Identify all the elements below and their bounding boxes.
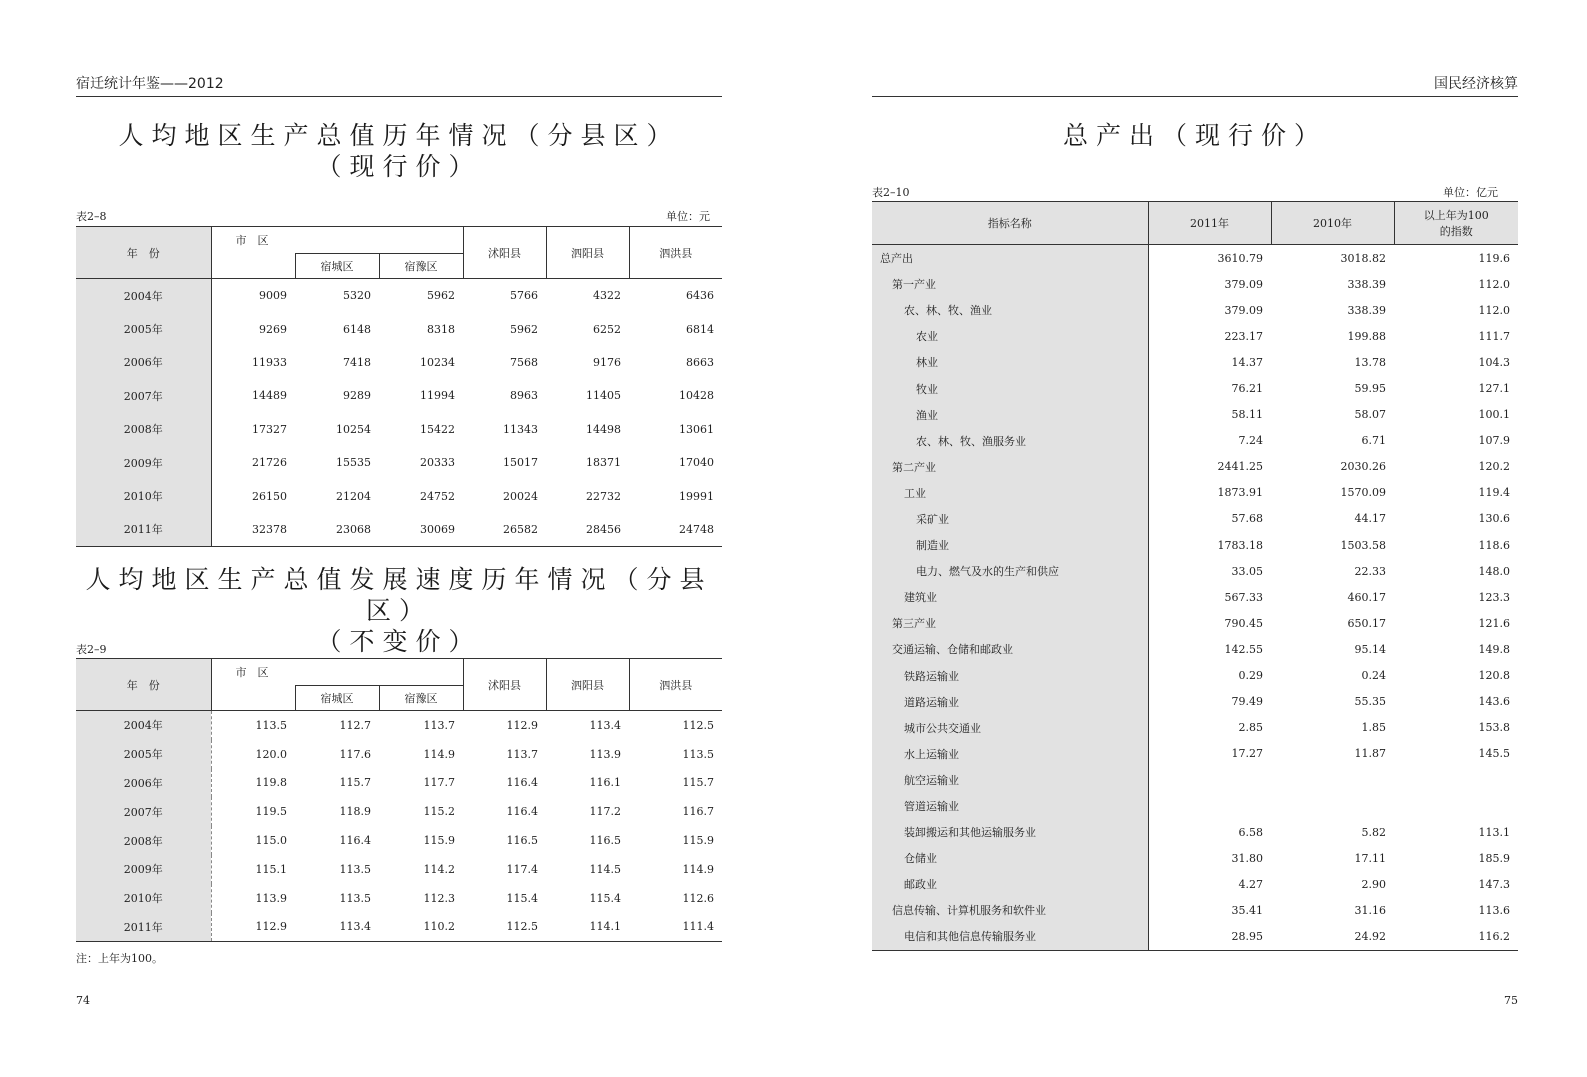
table-row: 2006年 119.8 115.7 117.7 116.4 116.1 115.7 — [76, 769, 722, 798]
header-2010: 2010年 — [1271, 202, 1394, 245]
table-row: 管道运输业 — [872, 793, 1518, 819]
running-head — [872, 76, 1518, 97]
table8-title — [76, 120, 722, 182]
table8-title-line2: （现行价） — [316, 152, 482, 181]
page-number: 75 — [1504, 994, 1518, 1007]
table-row: 建筑业 567.33 460.17 123.3 — [872, 584, 1518, 610]
table9-title-line1: 人均地区生产总值发展速度历年情况（分县区） — [85, 565, 713, 625]
table-row: 牧业 76.21 59.95 127.1 — [872, 375, 1518, 401]
table-row: 电信和其他信息传输服务业 28.95 24.92 116.2 — [872, 923, 1518, 950]
table10-meta — [872, 184, 1518, 198]
table-row: 2007年 14489 9289 11994 8963 11405 10428 — [76, 379, 722, 412]
table-row: 林业 14.37 13.78 104.3 — [872, 349, 1518, 375]
header-sihong: 泗洪县 — [629, 227, 722, 279]
table-row: 2011年 32378 23068 30069 26582 28456 24748 — [76, 513, 722, 547]
table-row: 2008年 17327 10254 15422 11343 14498 13061 — [76, 413, 722, 446]
table-row: 采矿业 57.68 44.17 130.6 — [872, 506, 1518, 532]
table-row: 渔业 58.11 58.07 100.1 — [872, 402, 1518, 428]
table-row: 2009年 115.1 113.5 114.2 117.4 114.5 114.9 — [76, 855, 722, 884]
table10 — [872, 201, 1518, 951]
header-suyu: 宿豫区 — [379, 686, 463, 711]
header-name: 指标名称 — [872, 202, 1148, 245]
table10-code: 表2–10 — [872, 186, 910, 199]
table-row: 2010年 113.9 113.5 112.3 115.4 115.4 112.6 — [76, 884, 722, 913]
table8-meta — [76, 208, 722, 222]
table-row: 仓储业 31.80 17.11 185.9 — [872, 845, 1518, 871]
header-suyu: 宿豫区 — [379, 254, 463, 279]
table-row: 农业 223.17 199.88 111.7 — [872, 323, 1518, 349]
table-row: 信息传输、计算机服务和软件业 35.41 31.16 113.6 — [872, 897, 1518, 923]
left-page — [76, 0, 722, 1077]
table9-meta — [76, 641, 722, 655]
table-row: 邮政业 4.27 2.90 147.3 — [872, 871, 1518, 897]
header-sucheng: 宿城区 — [295, 686, 379, 711]
header-shuyang: 沭阳县 — [463, 227, 546, 279]
table-row: 总产出 3610.79 3018.82 119.6 — [872, 245, 1518, 272]
table-row: 交通运输、仓储和邮政业 142.55 95.14 149.8 — [872, 636, 1518, 662]
table-row: 2005年 120.0 117.6 114.9 113.7 113.9 113.5 — [76, 740, 722, 769]
table-row: 2008年 115.0 116.4 115.9 116.5 116.5 115.9 — [76, 826, 722, 855]
header-shuyang: 沭阳县 — [463, 659, 546, 711]
table-row: 农、林、牧、渔业 379.09 338.39 112.0 — [872, 297, 1518, 323]
header-2011: 2011年 — [1148, 202, 1271, 245]
table8-title-line1: 人均地区生产总值历年情况（分县区） — [118, 121, 680, 150]
table-row: 2005年 9269 6148 8318 5962 6252 6814 — [76, 312, 722, 345]
table-row: 第三产业 790.45 650.17 121.6 — [872, 610, 1518, 636]
table-row: 2004年 113.5 112.7 113.7 112.9 113.4 112.5 — [76, 711, 722, 740]
table9-note: 注：上年为100。 — [76, 952, 163, 965]
table-row: 2007年 119.5 118.9 115.2 116.4 117.2 116.7 — [76, 797, 722, 826]
table-row: 2010年 26150 21204 24752 20024 22732 19991 — [76, 479, 722, 512]
table-row: 城市公共交通业 2.85 1.85 153.8 — [872, 715, 1518, 741]
table-row: 水上运输业 17.27 11.87 145.5 — [872, 741, 1518, 767]
table-row: 制造业 1783.18 1503.58 118.6 — [872, 532, 1518, 558]
header-year: 年 份 — [76, 659, 211, 711]
table-row: 道路运输业 79.49 55.35 143.6 — [872, 689, 1518, 715]
table10-unit: 单位：亿元 — [1443, 186, 1498, 199]
table-row: 2011年 112.9 113.4 110.2 112.5 114.1 111.4 — [76, 913, 722, 942]
header-siyang: 泗阳县 — [546, 227, 629, 279]
table9-code: 表2–9 — [76, 643, 107, 656]
table-row: 航空运输业 — [872, 767, 1518, 793]
right-page — [872, 0, 1518, 1077]
table8-code: 表2–8 — [76, 210, 107, 223]
table-row: 2004年 9009 5320 5962 5766 4322 6436 — [76, 279, 722, 313]
table8 — [76, 226, 722, 547]
header-index: 以上年为100 的指数 — [1394, 202, 1518, 245]
table9 — [76, 658, 722, 942]
page-number: 74 — [76, 994, 90, 1007]
table-row: 电力、燃气及水的生产和供应 33.05 22.33 148.0 — [872, 558, 1518, 584]
header-city: 市 区 — [211, 659, 463, 686]
header-sucheng: 宿城区 — [295, 254, 379, 279]
table9-title-line2: （不变价） — [316, 627, 482, 656]
table-row: 2006年 11933 7418 10234 7568 9176 8663 — [76, 346, 722, 379]
table8-unit: 单位：元 — [666, 210, 710, 223]
table-row: 农、林、牧、渔服务业 7.24 6.71 107.9 — [872, 428, 1518, 454]
table-row: 工业 1873.91 1570.09 119.4 — [872, 480, 1518, 506]
running-head-text: 宿迁统计年鉴——2012 — [76, 76, 224, 92]
table10-title: 总产出（现行价） — [1062, 121, 1327, 150]
running-head-text: 国民经济核算 — [1434, 76, 1518, 92]
header-year: 年 份 — [76, 227, 211, 279]
table-row: 铁路运输业 0.29 0.24 120.8 — [872, 663, 1518, 689]
header-sihong: 泗洪县 — [629, 659, 722, 711]
table-row: 2009年 21726 15535 20333 15017 18371 17040 — [76, 446, 722, 479]
table-row: 第二产业 2441.25 2030.26 120.2 — [872, 454, 1518, 480]
table-row: 装卸搬运和其他运输服务业 6.58 5.82 113.1 — [872, 819, 1518, 845]
running-head — [76, 76, 722, 97]
header-city: 市 区 — [211, 227, 463, 254]
table-row: 第一产业 379.09 338.39 112.0 — [872, 271, 1518, 297]
header-siyang: 泗阳县 — [546, 659, 629, 711]
